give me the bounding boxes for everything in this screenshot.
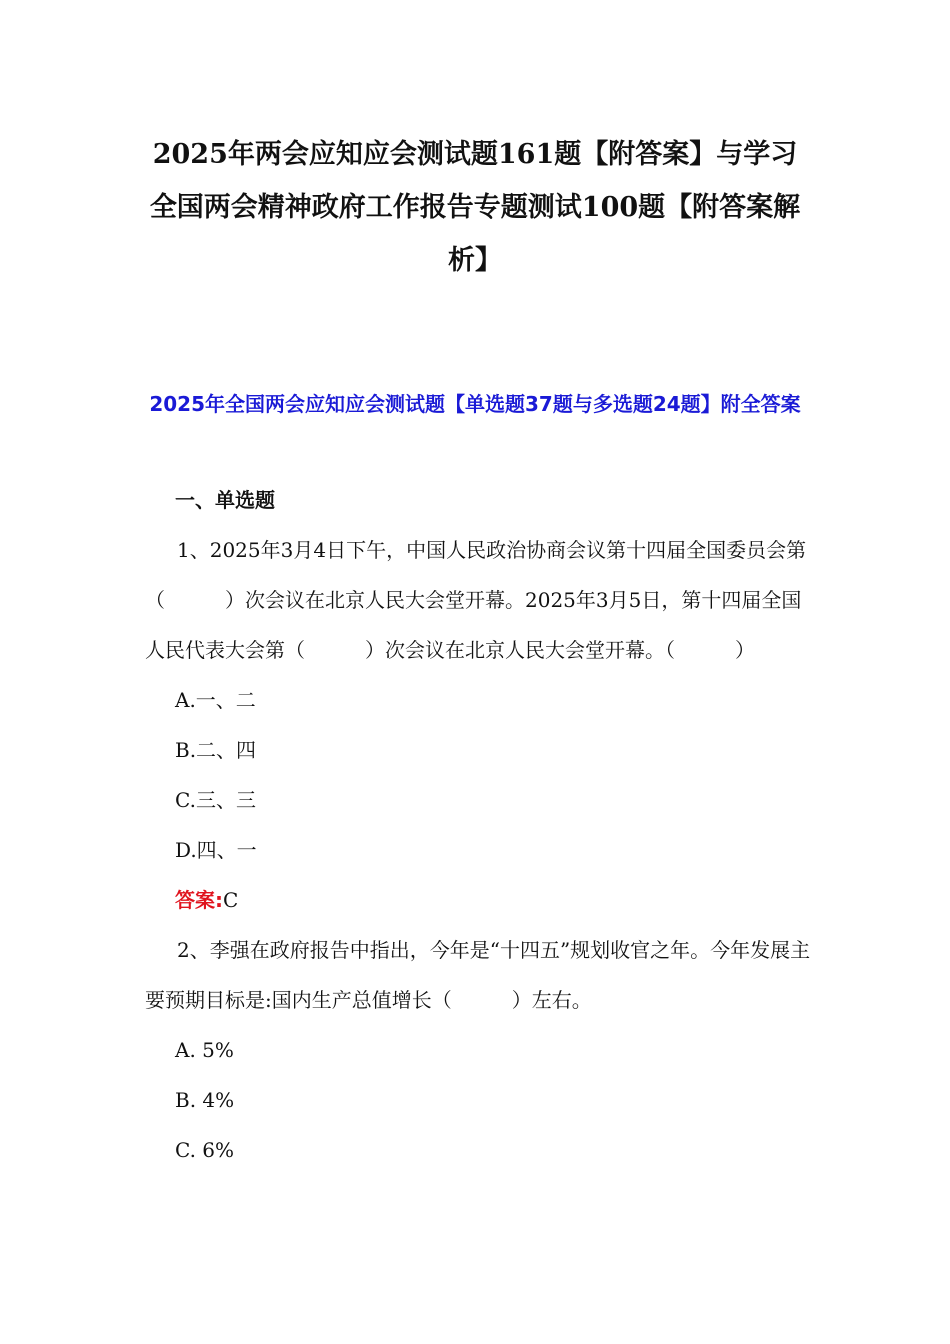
question-2-text: 2、李强在政府报告中指出，今年是“十四五”规划收官之年。今年发展主要预期目标是:国内生产总值增长（ ）左右。 bbox=[145, 938, 811, 1012]
section-heading: 一、单选题 bbox=[175, 488, 275, 512]
question-1-option-b: B.二、四 bbox=[175, 738, 257, 762]
question-1-text: 1、2025年3月4日下午，中国人民政治协商会议第十四届全国委员会第（ ）次会议在北京人民大会堂开幕。2025年3月5日，第十四届全国人民代表大会第（ ）次会议在北京人民大会堂开幕。（ ） bbox=[145, 538, 807, 662]
question-1-option-d: D.四、一 bbox=[175, 838, 257, 862]
answer-value: C bbox=[223, 888, 239, 912]
question-1-answer bbox=[145, 875, 815, 925]
question-2-option-b: B. 4% bbox=[175, 1088, 235, 1112]
document-title: 2025年两会应知应会测试题161题【附答案】与学习全国两会精神政府工作报告专题测试100题【附答案解析】 bbox=[149, 139, 801, 276]
question-2-option-c: C. 6% bbox=[175, 1138, 235, 1162]
question-1-option-a: A.一、二 bbox=[175, 688, 256, 712]
answer-label: 答案: bbox=[175, 888, 223, 912]
document-subtitle: 2025年全国两会应知应会测试题【单选题37题与多选题24题】附全答案 bbox=[149, 392, 801, 416]
question-2-option-a: A. 5% bbox=[175, 1038, 234, 1062]
document-body bbox=[145, 475, 815, 1175]
question-1-option-c: C.三、三 bbox=[175, 788, 256, 812]
